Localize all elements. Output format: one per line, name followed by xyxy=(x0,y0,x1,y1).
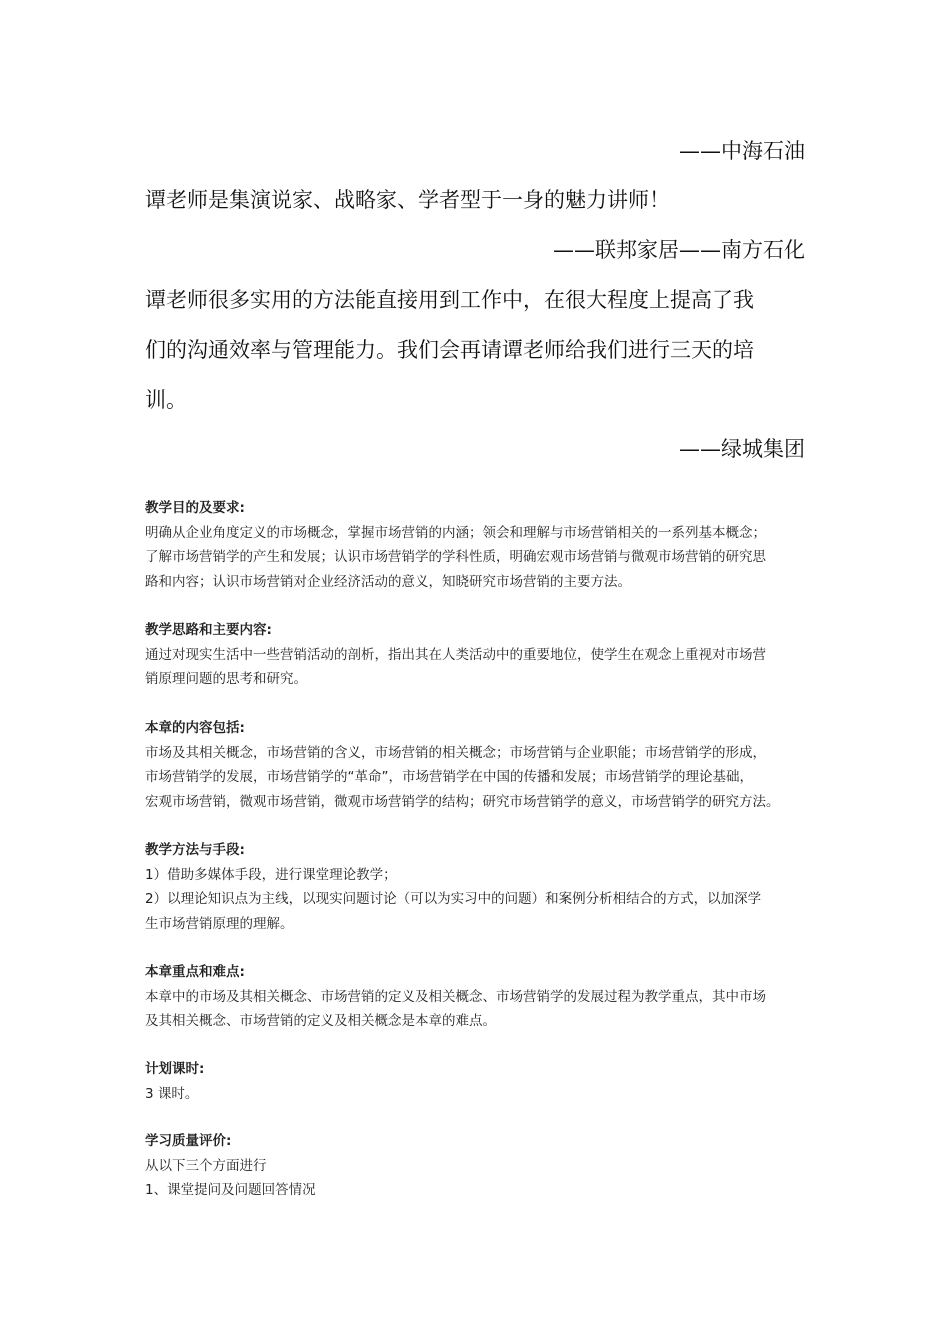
section-line: 路和内容；认识市场营销对企业经济活动的意义，知晓研究市场营销的主要方法。 xyxy=(145,573,631,590)
testimonial-quote-3-line-1: 谭老师很多实用的方法能直接用到工作中，在很大程度上提高了我 xyxy=(145,288,754,312)
section-heading: 教学思路和主要内容: xyxy=(145,622,272,638)
section-heading: 本章的内容包括: xyxy=(145,720,245,736)
section-line: 1、课堂提问及问题回答情况 xyxy=(145,1182,316,1198)
section-line: 市场及其相关概念，市场营销的含义，市场营销的相关概念；市场营销与企业职能；市场营销学的形成， xyxy=(145,744,766,761)
testimonial-quote-3-line-3: 训。 xyxy=(145,388,187,412)
testimonial-quote-3-line-2: 们的沟通效率与管理能力。我们会再请谭老师给我们进行三天的培 xyxy=(145,338,754,362)
section-teaching-approach xyxy=(145,618,815,692)
testimonial-attribution-2: ——联邦家居——南方石化 xyxy=(553,238,805,262)
section-key-points xyxy=(145,960,815,1034)
section-line: 本章中的市场及其相关概念、市场营销的定义及相关概念、市场营销学的发展过程为教学重点，其中市场 xyxy=(145,988,766,1005)
section-heading: 本章重点和难点: xyxy=(145,964,245,980)
section-heading: 学习质量评价: xyxy=(145,1133,232,1149)
section-chapter-contents xyxy=(145,716,815,814)
testimonial-attribution-3: ——绿城集团 xyxy=(679,437,805,461)
section-line: 通过对现实生活中一些营销活动的剖析，指出其在人类活动中的重要地位，使学生在观念上重视对市场营 xyxy=(145,646,766,663)
section-planned-hours xyxy=(145,1057,815,1106)
testimonial-quote-2: 谭老师是集演说家、战略家、学者型于一身的魅力讲师！ xyxy=(145,188,670,212)
section-line: 1）借助多媒体手段，进行课堂理论教学； xyxy=(145,866,397,883)
section-line: 了解市场营销学的产生和发展；认识市场营销学的学科性质，明确宏观市场营销与微观市场营销的研究思 xyxy=(145,549,766,565)
section-quality-evaluation xyxy=(145,1129,815,1203)
section-line: 销原理问题的思考和研究。 xyxy=(145,671,307,687)
section-line: 3 课时。 xyxy=(145,1085,199,1102)
section-line: 市场营销学的发展，市场营销学的“革命”，市场营销学在中国的传播和发展；市场营销学的理论基础， xyxy=(145,769,753,785)
testimonial-attribution-1: ——中海石油 xyxy=(679,139,805,163)
section-teaching-goals xyxy=(145,496,815,594)
section-line: 宏观市场营销，微观市场营销，微观市场营销学的结构；研究市场营销学的意义，市场营销学的研究方法。 xyxy=(145,793,780,810)
section-heading: 计划课时: xyxy=(145,1061,205,1077)
section-line: 及其相关概念、市场营销的定义及相关概念是本章的难点。 xyxy=(145,1013,496,1029)
section-line: 生市场营销原理的理解。 xyxy=(145,915,294,932)
section-heading: 教学目的及要求: xyxy=(145,500,245,516)
section-heading: 教学方法与手段: xyxy=(145,842,245,858)
section-line: 明确从企业角度定义的市场概念，掌握市场营销的内涵；领会和理解与市场营销相关的一系列基本概念； xyxy=(145,524,766,541)
section-line: 从以下三个方面进行 xyxy=(145,1157,267,1174)
section-line: 2）以理论知识点为主线，以现实问题讨论（可以为实习中的问题）和案例分析相结合的方式，以加深学 xyxy=(145,891,762,907)
section-teaching-methods xyxy=(145,838,815,936)
